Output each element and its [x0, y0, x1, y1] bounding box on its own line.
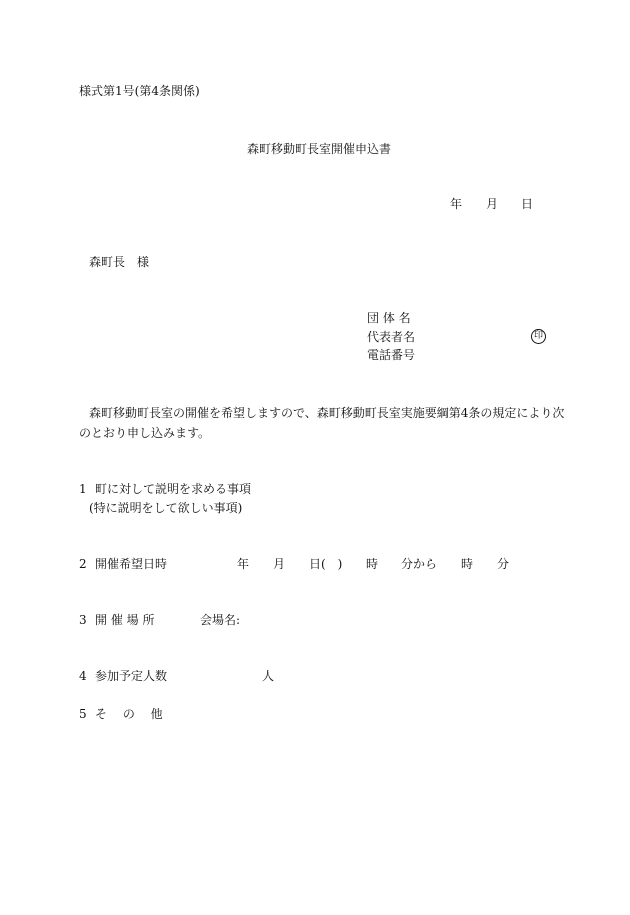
date-day: 日 [521, 197, 534, 211]
body-line-1: 森町移動町長室の開催を希望しますので、森町移動町長室実施要綱第4条の規定により次 [89, 406, 565, 420]
item-3-number: 3 [79, 613, 87, 627]
item-2-month: 月 [273, 557, 286, 571]
item-5-label: そ の 他 [95, 707, 163, 721]
document-title: 森町移動町長室開催申込書 [247, 142, 392, 156]
date-year: 年 [450, 197, 463, 211]
addressee: 森町長 様 [89, 255, 150, 269]
item-1-number: 1 [79, 482, 87, 496]
phone-label: 電話番号 [367, 348, 416, 362]
item-2-number: 2 [79, 557, 87, 571]
item-2-year: 年 [237, 557, 250, 571]
item-1-label: 町に対して説明を求める事項 [95, 482, 252, 496]
item-3-label: 開 催 場 所 [95, 613, 155, 627]
item-2-minute-start: 分から [401, 557, 438, 571]
body-line-2: のとおり申し込みます。 [79, 426, 211, 440]
item-2-hour-end: 時 [461, 557, 474, 571]
date-month: 月 [486, 197, 499, 211]
item-4-unit: 人 [262, 669, 275, 683]
item-2-day: 日( ) [309, 557, 343, 571]
item-1-sublabel: (特に説明をして欲しい事項) [89, 501, 243, 515]
item-2-label: 開催希望日時 [95, 557, 168, 571]
item-4-label: 参加予定人数 [95, 669, 168, 683]
item-2-hour-start: 時 [366, 557, 379, 571]
item-5-number: 5 [79, 707, 87, 721]
item-4-number: 4 [79, 669, 87, 683]
representative-label: 代表者名 [367, 330, 416, 344]
item-3-venue-label: 会場名: [200, 613, 241, 627]
item-2-minute-end: 分 [497, 557, 510, 571]
seal-mark: 印 [531, 329, 546, 344]
group-name-label: 団 体 名 [367, 311, 411, 325]
form-number: 様式第1号(第4条関係) [79, 84, 200, 98]
